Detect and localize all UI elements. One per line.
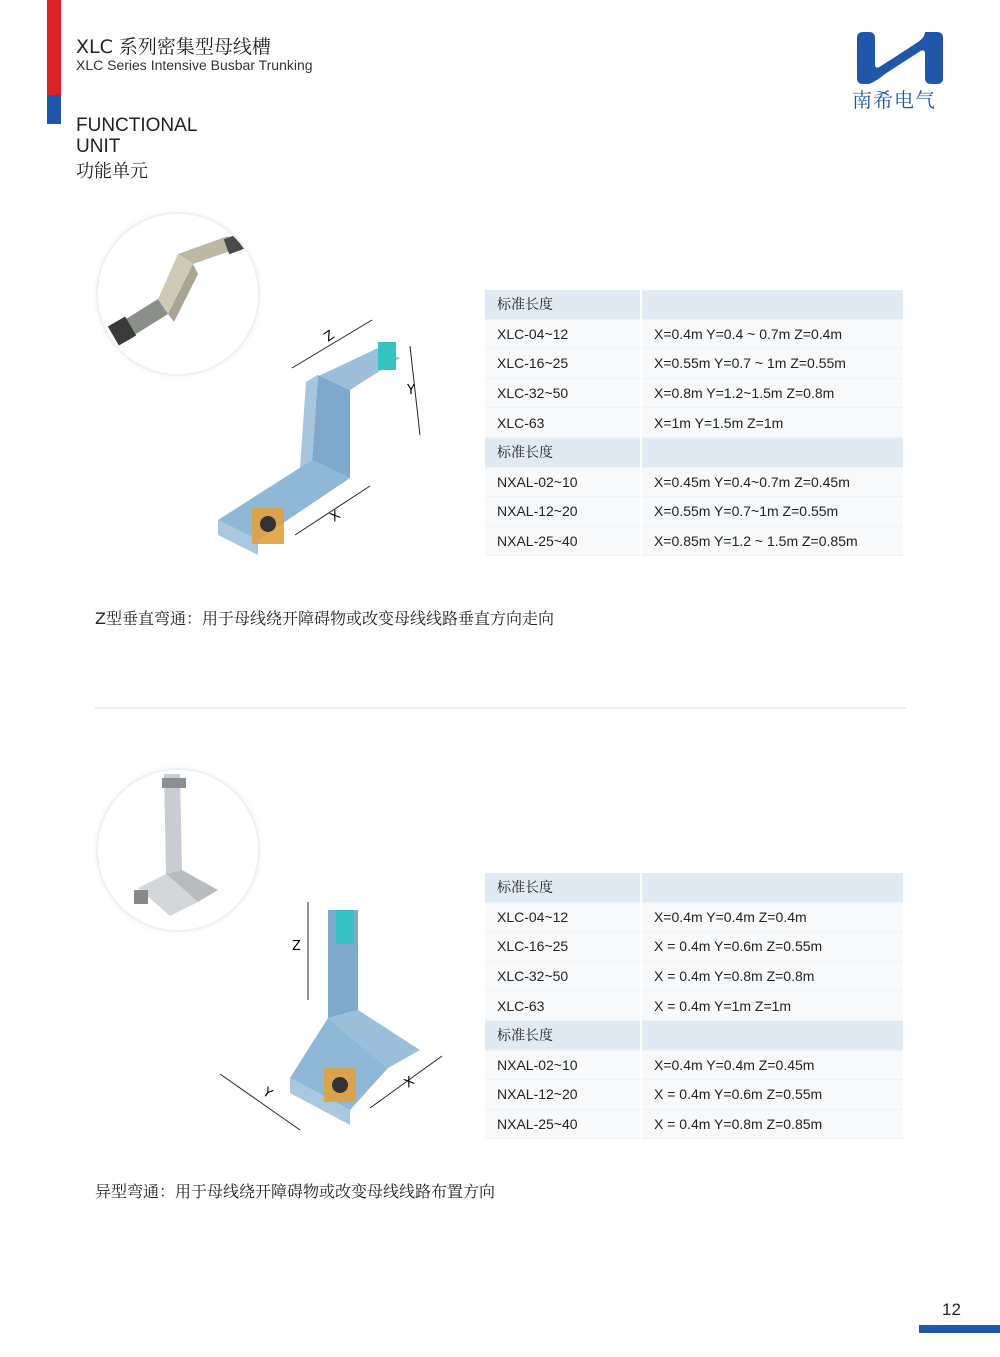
dimension-cell: X=0.8m Y=1.2~1.5m Z=0.8m <box>641 378 903 408</box>
dimension-cell: X = 0.4m Y=1m Z=1m <box>641 991 903 1021</box>
caption-z-bend: Z型垂直弯通：用于母线绕开障碍物或改变母线线路垂直方向走向 <box>95 609 554 628</box>
caption-irregular-bend: 异型弯通：用于母线绕开障碍物或改变母线线路布置方向 <box>95 1182 496 1201</box>
model-cell: NXAL-12~20 <box>485 497 641 527</box>
table-row <box>485 1050 903 1080</box>
page-number: 12 <box>942 1300 961 1319</box>
table-row <box>485 961 903 991</box>
table-row <box>485 467 903 497</box>
model-cell: XLC-32~50 <box>485 378 641 408</box>
section-title-cn: 功能单元 <box>76 161 148 182</box>
table-header-row <box>485 1020 903 1050</box>
dimension-cell: X=0.45m Y=0.4~0.7m Z=0.45m <box>641 467 903 497</box>
model-cell: NXAL-02~10 <box>485 467 641 497</box>
table-header-row <box>485 873 903 902</box>
dimension-cell: X=0.4m Y=0.4m Z=0.45m <box>641 1050 903 1080</box>
dimension-cell <box>641 1020 903 1050</box>
table-row <box>485 526 903 556</box>
dimension-cell <box>641 290 903 319</box>
brand-logo-text: 南希电气 <box>852 88 936 112</box>
section-title-en <box>76 115 197 157</box>
table-row <box>485 932 903 962</box>
dim-label-y: Y <box>407 383 415 398</box>
dimension-cell: X=0.85m Y=1.2 ~ 1.5m Z=0.85m <box>641 526 903 556</box>
dimension-cell: X=0.55m Y=0.7 ~ 1m Z=0.55m <box>641 349 903 379</box>
dimension-cell: X = 0.4m Y=0.8m Z=0.8m <box>641 961 903 991</box>
table-header-row <box>485 290 903 319</box>
accent-bar-blue <box>47 95 61 124</box>
model-cell: 标准长度 <box>485 873 641 902</box>
model-cell: XLC-16~25 <box>485 932 641 962</box>
model-cell: XLC-63 <box>485 991 641 1021</box>
model-cell: XLC-32~50 <box>485 961 641 991</box>
table-row <box>485 1080 903 1110</box>
model-cell: XLC-63 <box>485 408 641 438</box>
brand-logo-icon <box>855 30 945 86</box>
connector-top-icon <box>378 342 396 370</box>
dim-label-z-2: Z <box>292 939 301 954</box>
dimension-cell: X=0.4m Y=0.4m Z=0.4m <box>641 902 903 932</box>
model-cell: 标准长度 <box>485 1020 641 1050</box>
accent-bar-red <box>47 0 61 95</box>
bolt-icon <box>260 516 276 532</box>
model-cell: 标准长度 <box>485 290 641 319</box>
model-cell: NXAL-12~20 <box>485 1080 641 1110</box>
spec-table-2 <box>485 873 903 1139</box>
dim-label-z: Z <box>321 327 338 346</box>
model-cell: 标准长度 <box>485 437 641 467</box>
model-cell: XLC-16~25 <box>485 349 641 379</box>
z-bend-diagram <box>200 300 450 570</box>
table-header-row <box>485 437 903 467</box>
section-title-en-line1: FUNCTIONAL <box>76 115 198 136</box>
model-cell: XLC-04~12 <box>485 902 641 932</box>
dimension-cell: X=0.4m Y=0.4 ~ 0.7m Z=0.4m <box>641 319 903 349</box>
table-row <box>485 319 903 349</box>
dim-label-y-2: Y <box>259 1084 275 1102</box>
model-cell: XLC-04~12 <box>485 319 641 349</box>
table-row <box>485 902 903 932</box>
page-title-en: XLC Series Intensive Busbar Trunking <box>76 57 313 73</box>
table-row <box>485 378 903 408</box>
dimension-cell: X = 0.4m Y=0.6m Z=0.55m <box>641 932 903 962</box>
section-divider <box>95 707 906 709</box>
table-row <box>485 497 903 527</box>
table-row <box>485 1109 903 1139</box>
dimension-cell: X = 0.4m Y=0.6m Z=0.55m <box>641 1080 903 1110</box>
model-cell: NXAL-25~40 <box>485 1109 641 1139</box>
section-title-en-line2: UNIT <box>76 136 121 157</box>
model-cell: NXAL-02~10 <box>485 1050 641 1080</box>
dim-label-x-2: X <box>401 1073 418 1092</box>
dimension-cell: X = 0.4m Y=0.8m Z=0.85m <box>641 1109 903 1139</box>
bolt-icon-2 <box>332 1077 348 1093</box>
table-row <box>485 991 903 1021</box>
dimension-cell: X=1m Y=1.5m Z=1m <box>641 408 903 438</box>
dimension-cell <box>641 437 903 467</box>
dim-label-x: X <box>327 507 344 526</box>
irregular-bend-diagram <box>210 890 460 1140</box>
dimension-cell: X=0.55m Y=0.7~1m Z=0.55m <box>641 497 903 527</box>
table-row <box>485 408 903 438</box>
dimension-cell <box>641 873 903 902</box>
connector-top-icon-2 <box>336 910 354 944</box>
spec-table-1 <box>485 290 903 556</box>
model-cell: NXAL-25~40 <box>485 526 641 556</box>
page-number-bar <box>919 1325 1000 1333</box>
table-row <box>485 349 903 379</box>
page-title-cn: XLC 系列密集型母线槽 <box>76 36 271 58</box>
